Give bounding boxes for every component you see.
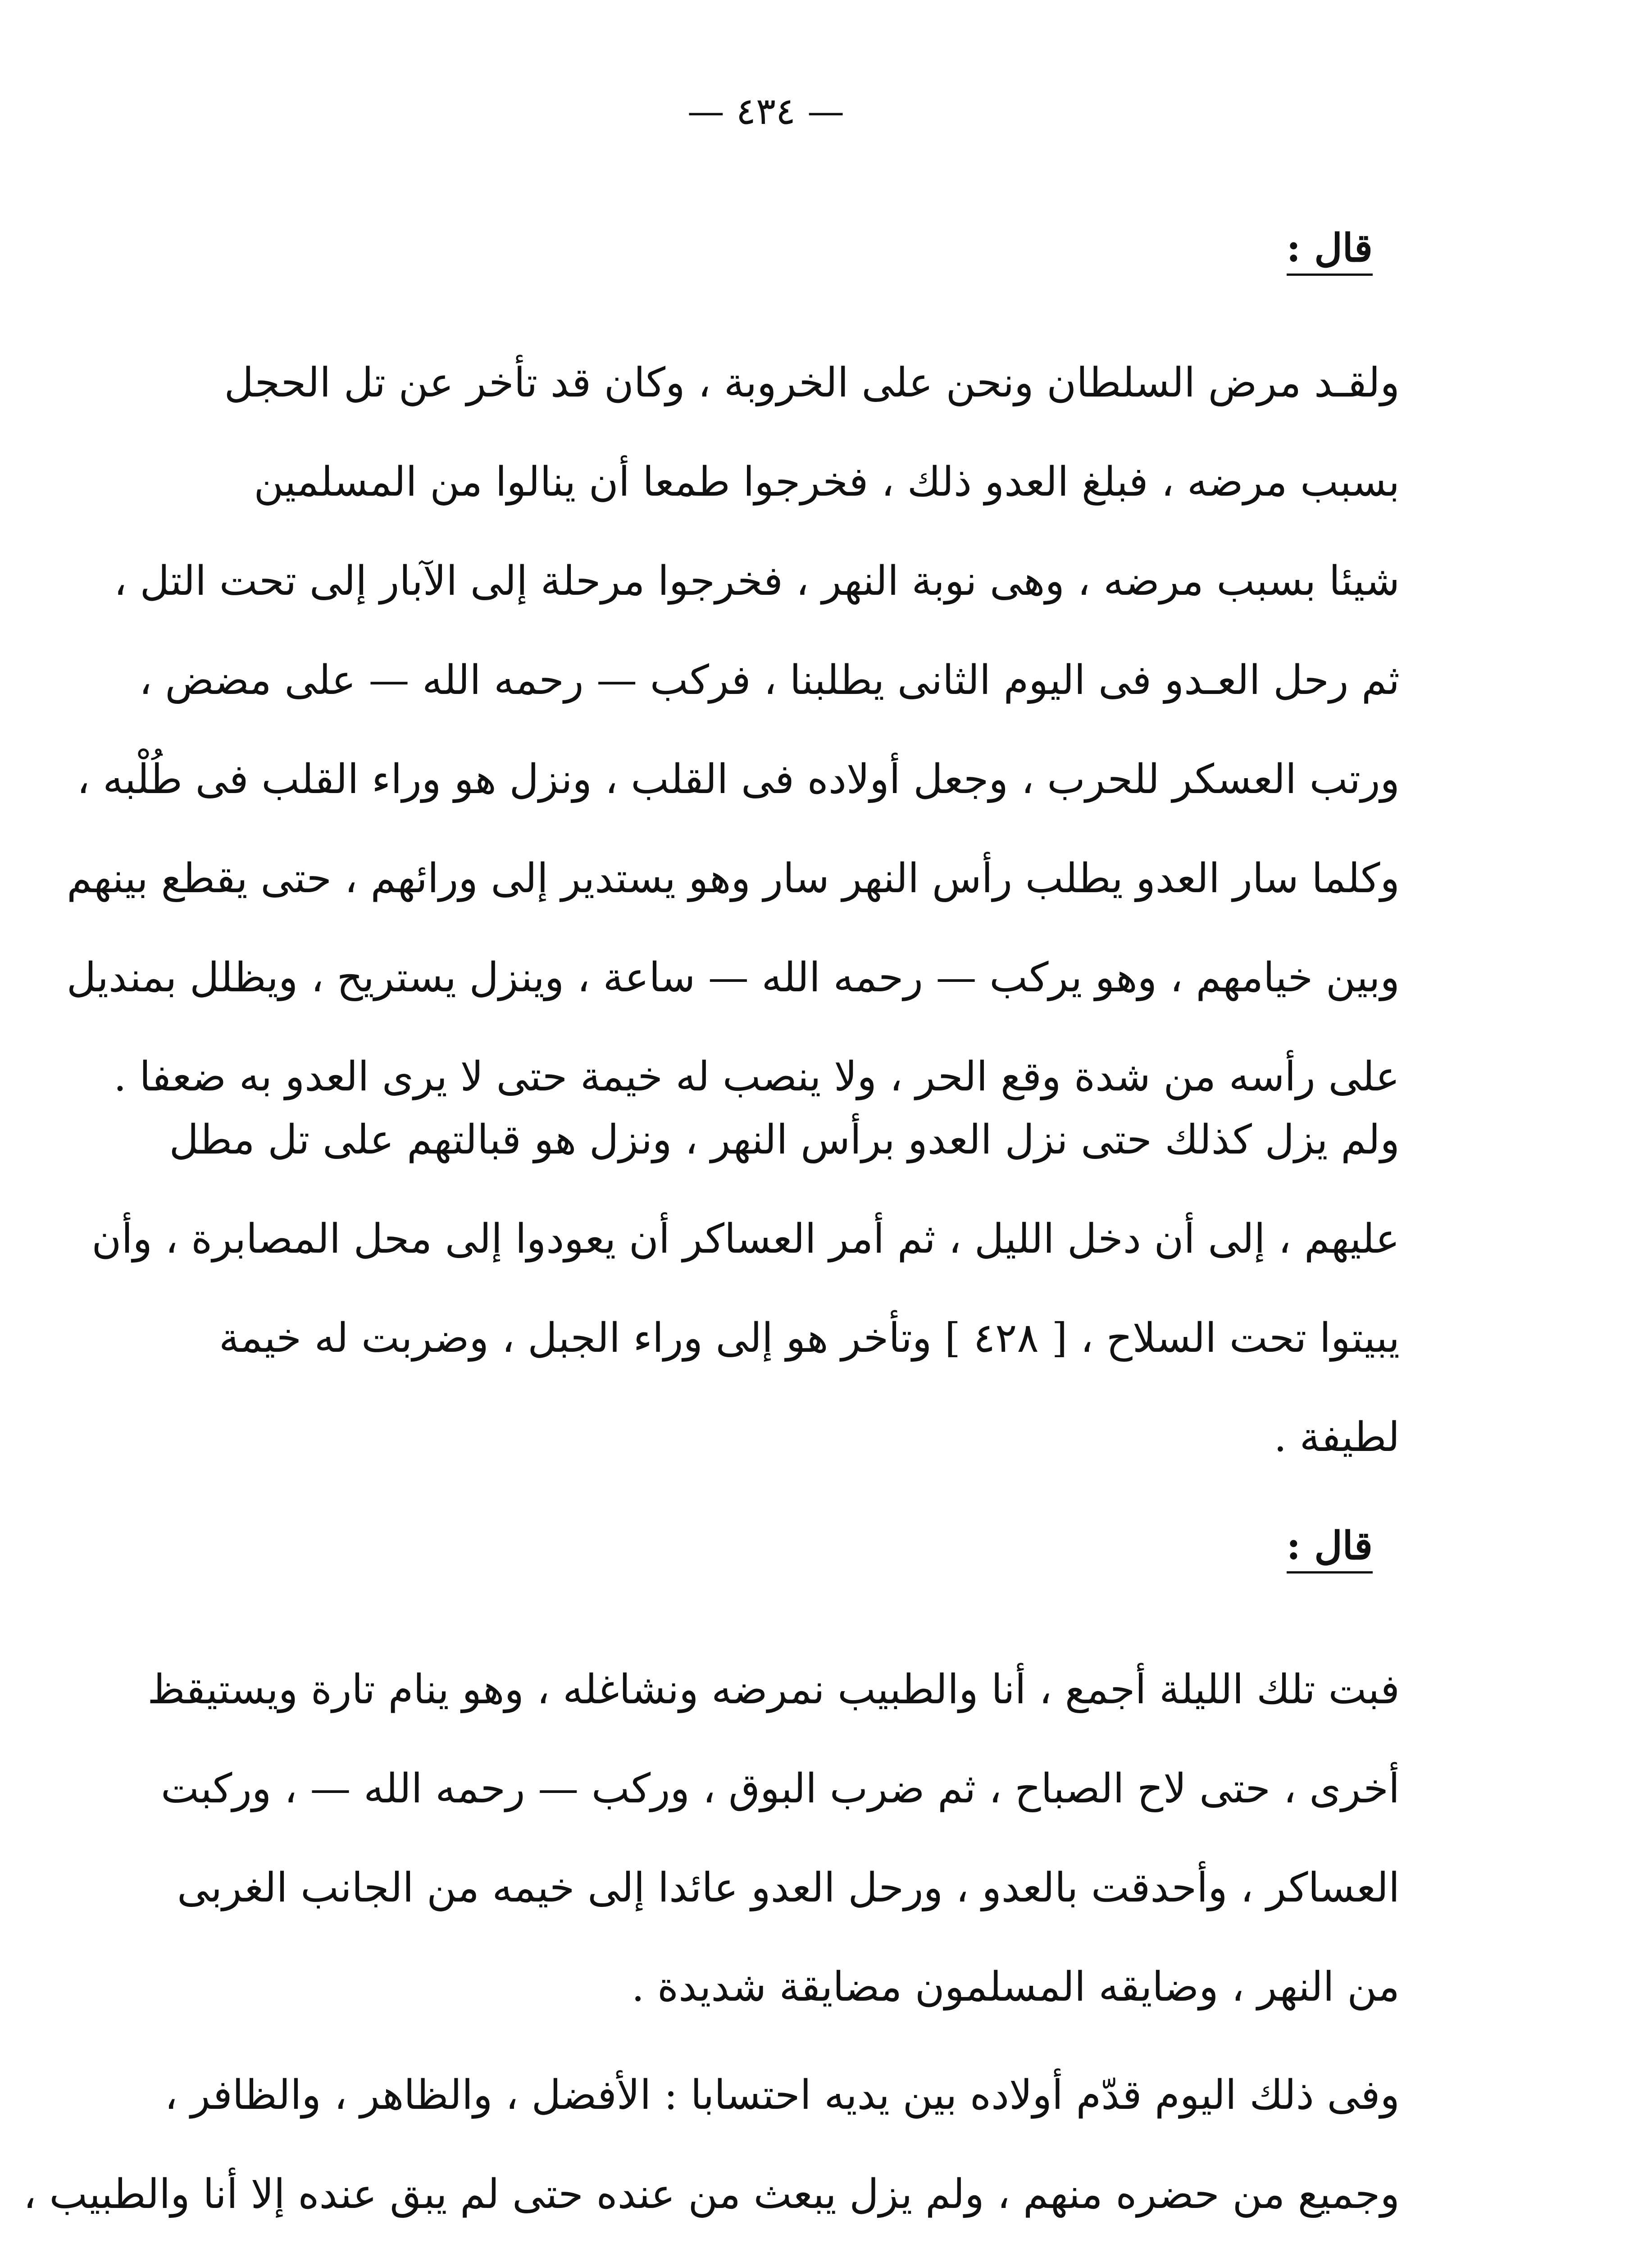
text-line: شيئا بسبب مرضه ، وهى نوبة النهر ، فخرجوا مرحلة إلى الآبار إلى تحت التل ، bbox=[114, 557, 1400, 605]
text-line: على رأسه من شدة وقع الحر ، ولا ينصب له خيمة حتى لا يرى العدو به ضعفا . bbox=[114, 1053, 1400, 1100]
heading-text: قال : bbox=[1287, 1523, 1373, 1573]
text-line: لطيفة . bbox=[1274, 1414, 1400, 1461]
section-heading-1 bbox=[1287, 225, 1373, 276]
text-line: من النهر ، وضايقه المسلمون مضايقة شديدة . bbox=[631, 1963, 1400, 2011]
text-line: عليهم ، إلى أن دخل الليل ، ثم أمر العساكر أن يعودوا إلى محل المصابرة ، وأن bbox=[91, 1215, 1400, 1263]
text-line: فبت تلك الليلة أجمع ، أنا والطبيب نمرضه ونشاغله ، وهو ينام تارة ويستيقظ bbox=[147, 1666, 1400, 1713]
page-number: — ٤٣٤ — bbox=[687, 90, 845, 133]
text-line: يبيتوا تحت السلاح ، [ ٤٢٨ ] وتأخر هو إلى وراء الجبل ، وضربت له خيمة bbox=[219, 1314, 1400, 1362]
paragraph-4 bbox=[23, 2046, 1400, 2253]
text-line bbox=[210, 2244, 1400, 2253]
paragraph-3 bbox=[147, 1640, 1400, 2037]
text-line: وبين خيامهم ، وهو يركب — رحمه الله — ساعة ، وينزل يستريح ، ويظلل بمنديل bbox=[66, 954, 1400, 1001]
heading-text: قال : bbox=[1287, 225, 1373, 276]
text-line: أخرى ، حتى لاح الصباح ، ثم ضرب البوق ، وركب — رحمه الله — ، وركبت bbox=[160, 1765, 1400, 1812]
text-line: وكلما سار العدو يطلب رأس النهر سار وهو يستدير إلى ورائهم ، حتى يقطع بينهم bbox=[67, 855, 1400, 902]
text-line: ولم يزل كذلك حتى نزل العدو برأس النهر ، ونزل هو قبالتهم على تل مطل bbox=[169, 1116, 1400, 1163]
paragraph-1 bbox=[66, 333, 1400, 1126]
paragraph-2 bbox=[91, 1090, 1400, 1487]
text-line: وجميع من حضره منهم ، ولم يزل يبعث من عنده حتى لم يبق عنده إلا أنا والطبيب ، bbox=[23, 2171, 1400, 2218]
text-line: العساكر ، وأحدقت بالعدو ، ورحل العدو عائدا إلى خيمه من الجانب الغربى bbox=[177, 1864, 1400, 1911]
text-line: ورتب العسكر للحرب ، وجعل أولاده فى القلب ، ونزل هو وراء القلب فى طُلْبه ، bbox=[77, 756, 1400, 803]
section-heading-2 bbox=[1287, 1523, 1373, 1573]
text-line: بسبب مرضه ، فبلغ العدو ذلك ، فخرجوا طمعا أن ينالوا من المسلمين bbox=[254, 458, 1400, 506]
text-line: وفى ذلك اليوم قدّم أولاده بين يديه احتسابا : الأفضل ، والظاهر ، والظافر ، bbox=[164, 2071, 1400, 2119]
text-line: ثم رحل العـدو فى اليوم الثانى يطلبنا ، فركب — رحمه الله — على مضض ، bbox=[139, 657, 1400, 704]
text-line: ولقـد مرض السلطان ونحن على الخروبة ، وكان قد تأخر عن تل الحجل bbox=[224, 359, 1400, 406]
